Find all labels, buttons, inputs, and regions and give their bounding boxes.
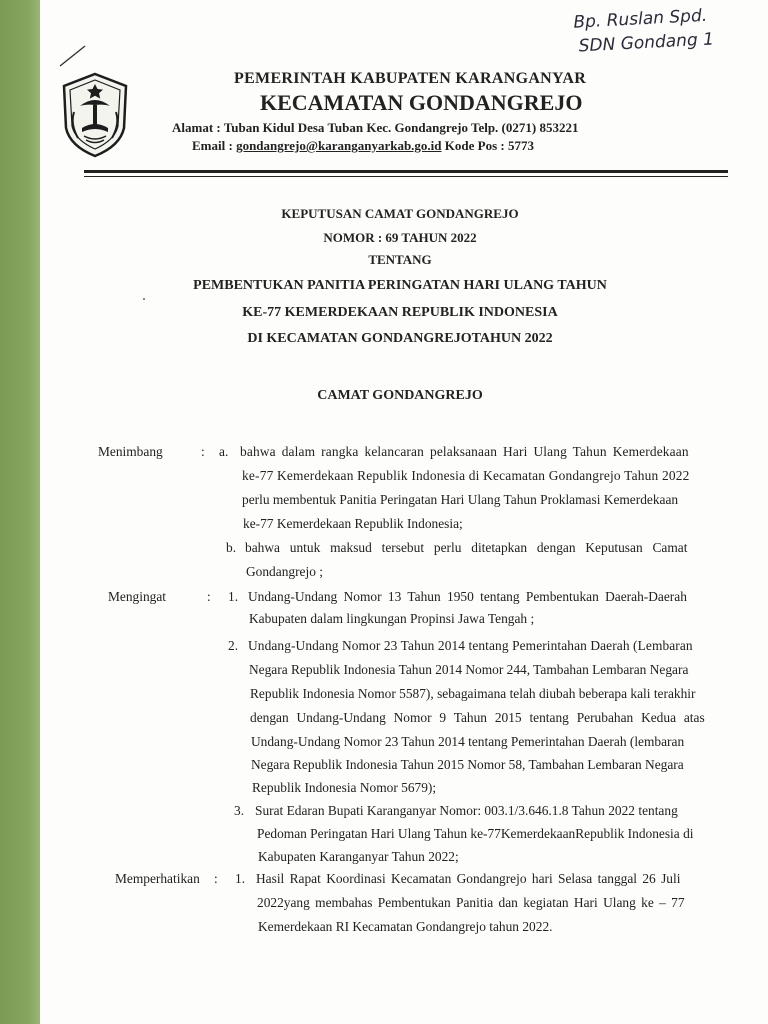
item-line: Undang-Undang Nomor 23 Tahun 2014 tentang Pemerintahan Daerah (Lembaran	[248, 638, 693, 653]
handwritten-note	[573, 1, 755, 58]
item-line: Republik Indonesia Nomor 5679);	[252, 780, 437, 795]
item-marker: 1.	[228, 589, 239, 604]
handwritten-line-1: Bp. Ruslan Spd.	[572, 5, 708, 33]
section-label-mengingat: Mengingat	[108, 589, 167, 604]
item-marker: 3.	[234, 803, 245, 818]
email-label: Email :	[192, 138, 237, 153]
handwritten-line-2: SDN Gondang 1	[578, 29, 715, 57]
item-line: Kabupaten Karanganyar Tahun 2022;	[258, 849, 459, 864]
decree-title: KEPUTUSAN CAMAT GONDANGREJO	[281, 206, 519, 221]
item-line: Kemerdekaan RI Kecamatan Gondangrejo tahun 2022.	[258, 919, 553, 934]
item-line: Gondangrejo ;	[246, 564, 323, 579]
item-line: Undang-Undang Nomor 13 Tahun 1950 tentang Pembentukan Daerah-Daerah	[248, 589, 687, 604]
government-name: PEMERINTAH KABUPATEN KARANGANYAR	[234, 70, 587, 87]
decree-about: TENTANG	[368, 252, 432, 267]
item-line: dengan Undang-Undang Nomor 9 Tahun 2015 tentang Perubahan Kedua atas	[250, 710, 705, 725]
item-line: Pedoman Peringatan Hari Ulang Tahun ke-77KemerdekaanRepublik Indonesia di	[257, 826, 694, 841]
item-line: 2022yang membahas Pembentukan Panitia dan kegiatan Hari Ulang ke – 77	[257, 895, 685, 910]
item-line: Negara Republik Indonesia Tahun 2014 Nomor 244, Tambahan Lembaran Negara	[249, 662, 689, 677]
decree-number: NOMOR : 69 TAHUN 2022	[323, 230, 477, 245]
regency-emblem-icon	[60, 72, 130, 158]
office-address: Alamat : Tuban Kidul Desa Tuban Kec. Gondangrejo Telp. (0271) 853221	[172, 120, 579, 135]
decree-subject-line-1: PEMBENTUKAN PANITIA PERINGATAN HARI ULANG TAHUN	[193, 278, 607, 293]
item-line: ke-77 Kemerdekaan Republik Indonesia di Kecamatan Gondangrejo Tahun 2022	[242, 468, 690, 483]
item-line: Negara Republik Indonesia Tahun 2015 Nomor 58, Tambahan Lembaran Negara	[251, 757, 684, 772]
decree-issuer: CAMAT GONDANGREJO	[317, 388, 483, 403]
item-marker: 1.	[235, 871, 246, 886]
letterhead-divider-thin	[84, 176, 728, 177]
item-line: Hasil Rapat Koordinasi Kecamatan Gondangrejo hari Selasa tanggal 26 Juli	[256, 871, 681, 886]
decree-subject-line-3: DI KECAMATAN GONDANGREJOTAHUN 2022	[247, 331, 553, 346]
item-line: ke-77 Kemerdekaan Republik Indonesia;	[243, 516, 463, 531]
decree-subject-line-2: KE-77 KEMERDEKAAN REPUBLIK INDONESIA	[242, 305, 558, 320]
item-marker: b.	[226, 540, 237, 555]
section-label-menimbang: Menimbang	[98, 444, 163, 459]
section-colon: :	[201, 444, 205, 459]
item-line: Undang-Undang Nomor 23 Tahun 2014 tentang Pemerintahan Daerah (lembaran	[251, 734, 685, 749]
office-name: KECAMATAN GONDANGREJO	[260, 90, 583, 115]
item-line: Kabupaten dalam lingkungan Propinsi Jawa Tengah ;	[249, 611, 535, 626]
section-colon: :	[214, 871, 218, 886]
item-line: Republik Indonesia Nomor 5587), sebagaimana telah diubah beberapa kali terakhir	[250, 686, 696, 701]
item-line: perlu membentuk Panitia Peringatan Hari Ulang Tahun Proklamasi Kemerdekaan	[242, 492, 679, 507]
item-line: Surat Edaran Bupati Karanganyar Nomor: 003.1/3.646.1.8 Tahun 2022 tentang	[255, 803, 678, 818]
item-line: bahwa untuk maksud tersebut perlu ditetapkan dengan Keputusan Camat	[245, 540, 688, 555]
email-link[interactable]: gondangrejo@karanganyarkab.go.id	[236, 138, 442, 153]
section-label-memperhatikan: Memperhatikan	[115, 871, 200, 886]
letterhead-divider	[84, 170, 728, 173]
item-line: bahwa dalam rangka kelancaran pelaksanaan Hari Ulang Tahun Kemerdekaan	[240, 444, 689, 459]
pen-stroke-mark	[58, 42, 88, 68]
item-marker: a.	[219, 444, 229, 459]
section-colon: :	[207, 589, 211, 604]
item-marker: 2.	[228, 638, 239, 653]
scan-green-background	[0, 0, 40, 1024]
scan-speck	[143, 298, 145, 300]
postal-code: Kode Pos : 5773	[441, 138, 534, 153]
contact-line	[192, 138, 534, 154]
